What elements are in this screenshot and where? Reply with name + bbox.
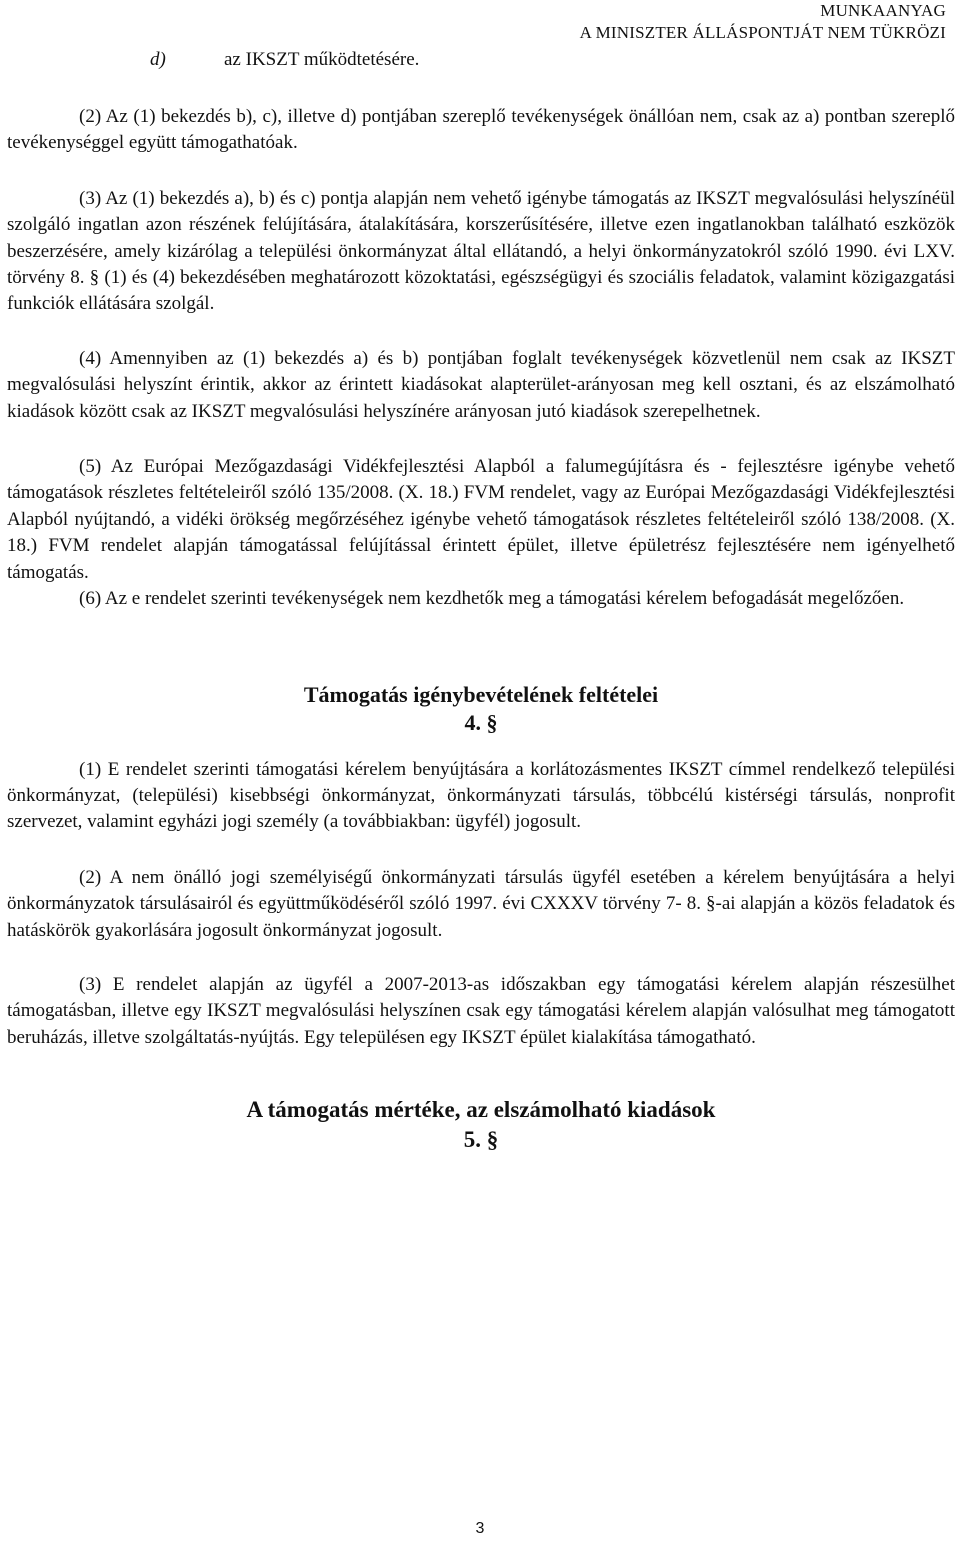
paragraph-2: (2) Az (1) bekezdés b), c), illetve d) pontjában szereplő tevékenységek önállóan nem, csak az a) pontban szereplő tevékenységgel együtt támogathatóak. (7, 106, 955, 154)
paragraph-6: (6) Az e rendelet szerinti tevékenységek nem kezdhetők meg a támogatási kérelem befogadását megelőzően. (79, 588, 905, 610)
list-item-text: az IKSZT működtetésére. (224, 49, 420, 70)
section-4-paragraph-2: (2) A nem önálló jogi személyiségű önkormányzati társulás ügyfél esetében a kérelem benyújtására a helyi önkormányzatok társulásairól és együttműködéséről szóló 1997. évi CXXXV törvény 7- 8. §-ai alapján a közös feladatok és hatáskörök gyakorlására jogosult önkormányzat jogosult. (7, 866, 955, 941)
page-number: 3 (475, 1520, 485, 1537)
list-item-d (7, 47, 955, 73)
stamp-line-2: A MINISZTER ÁLLÁSPONTJÁT NEM TÜKRÖZI (579, 23, 946, 42)
stamp-line-1: MUNKAANYAG (820, 1, 946, 20)
section-5-title: A támogatás mértéke, az elszámolható kiadások (246, 1097, 716, 1123)
section-4-title: Támogatás igénybevételének feltételei (303, 681, 659, 707)
document-body (7, 47, 955, 1155)
section-4-paragraph-1: (1) E rendelet szerinti támogatási kérelem benyújtására a korlátozásmentes IKSZT címmel rendelkező települési önkormányzat, (települési) kisebbségi önkormányzat, önkormányzati társulás, többcélú kistérségi társulás, nonprofit szervezet, valamint egyházi jogi személy (a továbbiakban: ügyfél) jogosult. (7, 758, 955, 833)
paragraph-4: (4) Amennyiben az (1) bekezdés a) és b) pontjában foglalt tevékenységek közvetlenül nem csak az IKSZT megvalósulási helyszínt érintik, akkor az érintett kiadásokat alapterület-arányosan meg kell osztani, és az elszámolható kiadások között csak az IKSZT megvalósulási helyszínére arányosan jutó kiadások szerepelhetnek. (7, 347, 955, 422)
draft-stamp (580, 0, 946, 44)
list-item-label: d) (150, 49, 166, 70)
section-4-paragraph-3: (3) E rendelet alapján az ügyfél a 2007-2013-as időszakban egy támogatási kérelem alapján részesülhet támogatásban, illetve egy IKSZT megvalósulási helyszínen csak egy támogatási kérelem alapján valósulhat meg támogatott beruházás, illetve szolgáltatás-nyújtás. Egy településen egy IKSZT épület kialakítása támogatható. (7, 973, 955, 1048)
section-5-number: 5. § (463, 1127, 499, 1153)
paragraph-3: (3) Az (1) bekezdés a), b) és c) pontja alapján nem vehető igénybe támogatás az IKSZT megvalósulási helyszínéül szolgáló ingatlan azon részének felújítására, átalakítására, korszerűsítésére, illetve ezen ingatlanokban található eszközök beszerzésére, amely kizárólag a települési önkormányzat által ellátandó, a helyi önkormányzatokról szóló 1990. évi LXV. törvény 8. § (1) és (4) bekezdésében meghatározott közoktatási, egészségügyi és szociális feladatok, valamint közigazgatási funkciók ellátására szolgál. (7, 187, 955, 315)
paragraph-5: (5) Az Európai Mezőgazdasági Vidékfejlesztési Alapból a falumegújításra és - fejlesztésre igénybe vehető támogatások részletes feltételeiről szóló 135/2008. (X. 18.) FVM rendelet, vagy az Európai Mezőgazdasági Vidékfejlesztési Alapból nyújtandó, a vidéki örökség megőrzéséhez igénybe vehető támogatások részletes feltételeiről szóló 138/2008. (X. 18.) FVM rendelet alapján támogatással felújítással érintett épület, illetve épületrész fejlesztésére nem igényelhető támogatás. (7, 456, 955, 583)
section-4-number: 4. § (464, 709, 498, 735)
